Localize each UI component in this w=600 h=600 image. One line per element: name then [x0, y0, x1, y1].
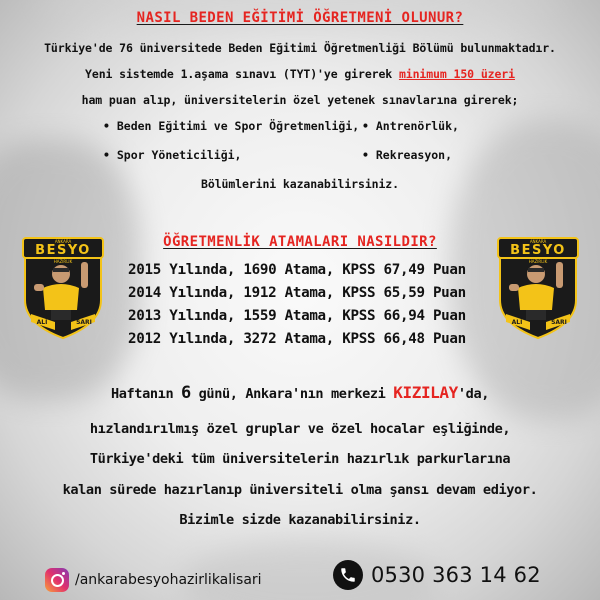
department-item: • Antrenörlük, [362, 119, 459, 133]
promo-line-1-post: 'da, [457, 386, 490, 402]
promo-line-3: Türkiye'deki tüm üniversitelerin hazırlık parkurlarına [89, 451, 511, 467]
intro-line-2 [0, 67, 600, 81]
besyo-logo-left [17, 232, 109, 342]
department-item: • Spor Yöneticiliği, [103, 148, 241, 162]
department-item: • Beden Eğitimi ve Spor Öğretmenliği, [103, 119, 359, 133]
departments-tail: Bölümlerini kazanabilirsiniz. [201, 177, 399, 191]
promo-line-2: hızlandırılmış özel gruplar ve özel hocalar eşliğinde, [89, 421, 511, 437]
logo-name-right: SARI [551, 319, 567, 326]
logo-name-left: ALİ [511, 319, 523, 326]
besyo-logo-right [492, 232, 584, 342]
promo-days: 6 [181, 383, 191, 403]
appointment-row: 2013 Yılında, 1559 Atama, KPSS 66,94 Puan [128, 308, 466, 324]
promo-line-4: kalan sürede hazırlanıp üniversiteli olma şansı devam ediyor. [62, 482, 538, 498]
heading-appointments: ÖĞRETMENLİK ATAMALARI NASILDIR? [163, 234, 437, 250]
promo-line-1-pre: Haftanın [110, 386, 182, 402]
appointment-row: 2015 Yılında, 1690 Atama, KPSS 67,49 Puan [128, 262, 466, 278]
logo-title: BESYO [35, 243, 91, 258]
logo-name-right: SARI [76, 319, 92, 326]
intro-highlight: minimum 150 üzeri [398, 67, 515, 81]
department-item: • Rekreasyon, [362, 148, 452, 162]
logo-sub-small: HAZIRLIK [53, 259, 73, 264]
intro-line-1: Türkiye'de 76 üniversitede Beden Eğitimi Öğretmenliği Bölümü bulunmaktadır. [44, 41, 556, 55]
appointment-row: 2012 Yılında, 3272 Atama, KPSS 66,48 Puan [128, 331, 466, 347]
logo-title: BESYO [510, 243, 566, 258]
instagram-handle: /ankarabesyohazirlikalisari [75, 572, 262, 588]
logo-sub-small: HAZIRLIK [528, 259, 548, 264]
logo-top-small: ANKARA [529, 239, 547, 244]
heading-how-to-become-teacher: NASIL BEDEN EĞİTİMİ ÖĞRETMENİ OLUNUR? [136, 10, 464, 26]
instagram-link[interactable] [45, 568, 262, 592]
appointment-row: 2014 Yılında, 1912 Atama, KPSS 65,59 Puan [128, 285, 466, 301]
phone-icon [333, 560, 363, 590]
promo-line-1 [0, 383, 600, 403]
promo-line-5: Bizimle sizde kazanabilirsiniz. [179, 512, 421, 528]
phone-number: 0530 363 14 62 [371, 563, 541, 587]
logo-top-small: ANKARA [54, 239, 72, 244]
phone-contact[interactable] [333, 560, 541, 590]
intro-line-2-text: Yeni sistemde 1.aşama sınavı (TYT)'ye girerek [85, 67, 399, 81]
instagram-icon [45, 568, 69, 592]
intro-line-3: ham puan alıp, üniversitelerin özel yetenek sınavlarına girerek; [81, 93, 519, 107]
logo-name-left: ALİ [36, 319, 48, 326]
promo-city: KIZILAY [393, 383, 458, 402]
promo-line-1-mid: günü, Ankara'nın merkezi [190, 386, 394, 402]
